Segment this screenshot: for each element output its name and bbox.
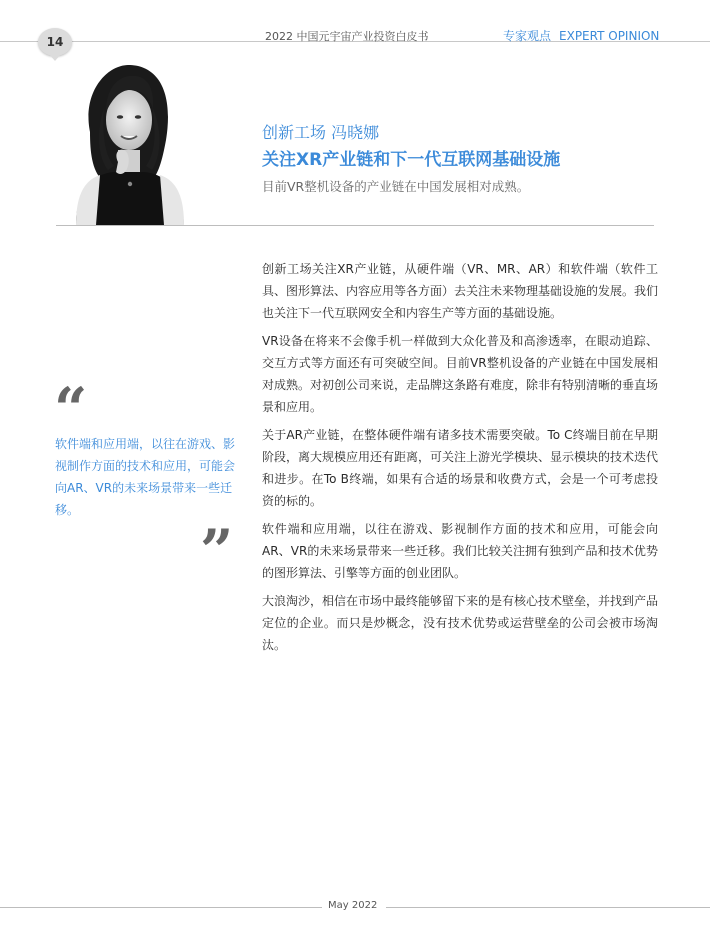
footer-rule-left (0, 907, 322, 908)
author-name: 创新工场 冯晓娜 (262, 123, 380, 142)
section-label-en: EXPERT OPINION (559, 29, 660, 43)
page-badge-pointer (49, 54, 61, 61)
page-number: 14 (46, 35, 64, 49)
section-divider (56, 225, 654, 226)
article-body (262, 258, 658, 662)
publication-title: 2022 中国元宇宙产业投资白皮书 (265, 30, 429, 43)
body-paragraph: 关于AR产业链，在整体硬件端有诸多技术需要突破。To C终端目前在早期阶段，离大规模应用还有距离，可关注上游光学模块、显示模块的技术迭代和进步。在To B终端，如果有合适的场景和收费方式，会是一个可考虑投资的标的。 (262, 428, 659, 508)
body-paragraph: 创新工场关注XR产业链，从硬件端（VR、MR、AR）和软件端（软件工具、图形算法、内容应用等各方面）去关注未来物理基础设施的发展。我们也关注下一代互联网安全和内容生产等方面的基础设施。 (262, 262, 659, 320)
article-subhead: 目前VR整机设备的产业链在中国发展相对成熟。 (262, 179, 530, 194)
open-quote-icon: “ (54, 375, 88, 443)
pull-quote-text: 软件端和应用端，以往在游戏、影视制作方面的技术和应用，可能会向AR、VR的未来场景带来一些迁移。 (55, 437, 236, 517)
section-label (503, 27, 659, 44)
footer-rule-right (386, 907, 710, 908)
page-number-badge (38, 28, 72, 56)
section-label-cn: 专家观点 (503, 29, 552, 43)
close-quote-icon: ” (200, 517, 234, 585)
article-headline: 关注XR产业链和下一代互联网基础设施 (262, 150, 561, 170)
body-paragraph: VR设备在将来不会像手机一样做到大众化普及和高渗透率，在眼动追踪、交互方式等方面还有可突破空间。目前VR整机设备的产业链在中国发展相对成熟。对初创公司来说，走品牌这条路有难度，除非有特别清晰的垂直场景和应用。 (262, 334, 659, 414)
body-paragraph: 软件端和应用端，以往在游戏、影视制作方面的技术和应用，可能会向AR、VR的未来场景带来一些迁移。我们比较关注拥有独到产品和技术优势的图形算法、引擎等方面的创业团队。 (262, 522, 658, 580)
body-paragraph: 大浪淘沙，相信在市场中最终能够留下来的是有核心技术壁垒，并找到产品定位的企业。而只是炒概念，没有技术优势或运营壁垒的公司会被市场淘汰。 (262, 594, 659, 652)
footer-date: May 2022 (328, 900, 378, 911)
author-portrait-photo (62, 62, 192, 225)
